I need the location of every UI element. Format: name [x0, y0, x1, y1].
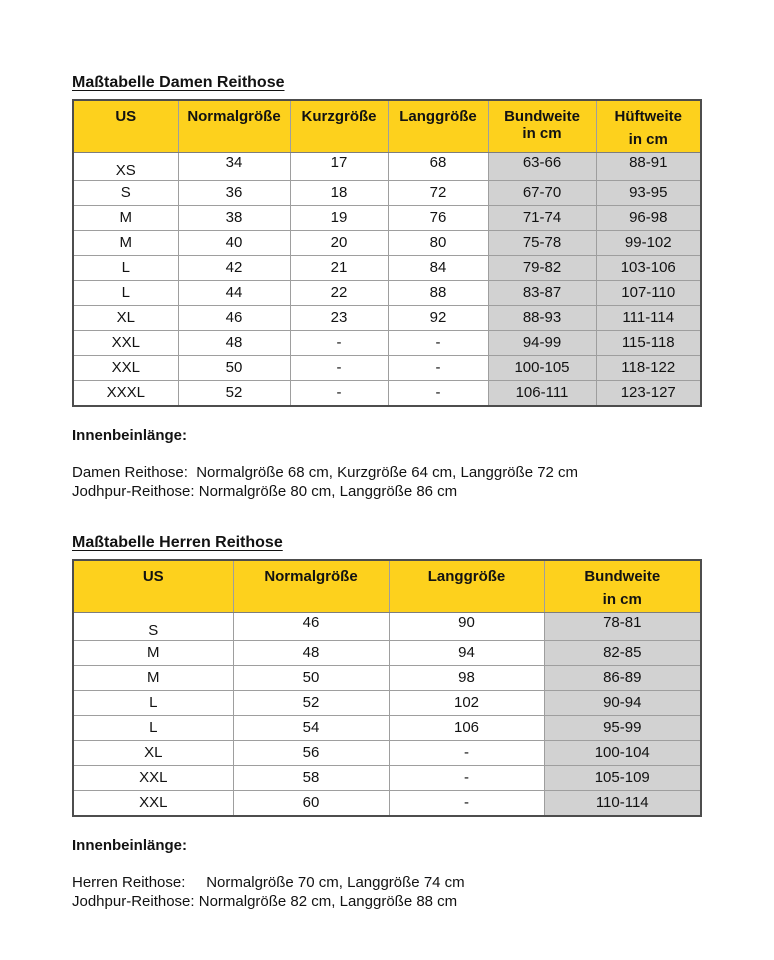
damen-jodhpur-line: Jodhpur-Reithose: Normalgröße 80 cm, Langgröße 86 cm	[72, 483, 458, 500]
cell-us: XL	[73, 306, 178, 331]
cell-langgroesse: -	[389, 741, 544, 766]
cell-normalgroesse: 36	[178, 181, 290, 206]
size-row	[73, 766, 701, 791]
cell-hueftweite: 88-91	[596, 153, 701, 181]
cell-langgroesse: -	[389, 791, 544, 817]
column-header-bundweite: Bundweite in cm	[488, 100, 596, 153]
cell-langgroesse: 88	[388, 281, 488, 306]
cell-bundweite: 88-93	[488, 306, 596, 331]
size-row	[73, 716, 701, 741]
cell-langgroesse: 84	[388, 256, 488, 281]
cell-bundweite: 82-85	[544, 641, 701, 666]
herren-innenbein-text	[72, 873, 702, 911]
cell-normalgroesse: 54	[233, 716, 389, 741]
cell-normalgroesse: 58	[233, 766, 389, 791]
cell-us: M	[73, 666, 233, 691]
cell-us: L	[73, 716, 233, 741]
cell-us: XXXL	[73, 381, 178, 407]
cell-hueftweite: 111-114	[596, 306, 701, 331]
cell-langgroesse: 68	[388, 153, 488, 181]
cell-hueftweite: 96-98	[596, 206, 701, 231]
size-row	[73, 641, 701, 666]
cell-bundweite: 79-82	[488, 256, 596, 281]
size-row	[73, 613, 701, 641]
size-row	[73, 281, 701, 306]
cell-kurzgroesse: 19	[290, 206, 388, 231]
cell-normalgroesse: 46	[233, 613, 389, 641]
column-header-langgroesse: Langgröße	[389, 560, 544, 613]
herren-section	[72, 534, 702, 911]
cell-langgroesse: 102	[389, 691, 544, 716]
cell-bundweite: 100-105	[488, 356, 596, 381]
cell-kurzgroesse: 22	[290, 281, 388, 306]
size-row	[73, 666, 701, 691]
cell-us: XS	[73, 153, 178, 181]
cell-bundweite: 78-81	[544, 613, 701, 641]
cell-bundweite: 95-99	[544, 716, 701, 741]
cell-normalgroesse: 38	[178, 206, 290, 231]
cell-langgroesse: 72	[388, 181, 488, 206]
herren-reithose-line: Herren Reithose: Normalgröße 70 cm, Langgröße 74 cm	[72, 874, 465, 891]
cell-hueftweite: 115-118	[596, 331, 701, 356]
herren-innenbein-heading: Innenbeinlänge:	[72, 837, 188, 854]
cell-langgroesse: 92	[388, 306, 488, 331]
cell-kurzgroesse: 23	[290, 306, 388, 331]
size-row	[73, 206, 701, 231]
cell-us: L	[73, 691, 233, 716]
cell-bundweite: 86-89	[544, 666, 701, 691]
cell-bundweite: 105-109	[544, 766, 701, 791]
cell-langgroesse: 80	[388, 231, 488, 256]
cell-us: M	[73, 206, 178, 231]
cell-us: XXL	[73, 356, 178, 381]
cell-normalgroesse: 52	[233, 691, 389, 716]
cell-normalgroesse: 40	[178, 231, 290, 256]
cell-hueftweite: 118-122	[596, 356, 701, 381]
size-row	[73, 306, 701, 331]
cell-bundweite: 100-104	[544, 741, 701, 766]
herren-table-title: Maßtabelle Herren Reithose	[72, 534, 283, 551]
cell-langgroesse: -	[388, 356, 488, 381]
cell-normalgroesse: 60	[233, 791, 389, 817]
size-row	[73, 331, 701, 356]
cell-normalgroesse: 56	[233, 741, 389, 766]
cell-bundweite: 75-78	[488, 231, 596, 256]
cell-kurzgroesse: 20	[290, 231, 388, 256]
damen-reithose-line: Damen Reithose: Normalgröße 68 cm, Kurzgröße 64 cm, Langgröße 72 cm	[72, 464, 579, 481]
cell-langgroesse: 94	[389, 641, 544, 666]
damen-innenbein-text	[72, 463, 702, 501]
size-row	[73, 791, 701, 817]
cell-bundweite: 63-66	[488, 153, 596, 181]
header-row	[73, 100, 701, 153]
cell-bundweite: 71-74	[488, 206, 596, 231]
size-row	[73, 741, 701, 766]
cell-bundweite: 90-94	[544, 691, 701, 716]
cell-bundweite: 67-70	[488, 181, 596, 206]
cell-kurzgroesse: 21	[290, 256, 388, 281]
size-row	[73, 256, 701, 281]
cell-normalgroesse: 46	[178, 306, 290, 331]
column-header-langgroesse: Langgröße	[388, 100, 488, 153]
column-header-kurzgroesse: Kurzgröße	[290, 100, 388, 153]
cell-normalgroesse: 50	[178, 356, 290, 381]
size-row	[73, 231, 701, 256]
size-row	[73, 381, 701, 407]
cell-hueftweite: 107-110	[596, 281, 701, 306]
cell-normalgroesse: 52	[178, 381, 290, 407]
cell-us: XXL	[73, 766, 233, 791]
cell-us: XL	[73, 741, 233, 766]
cell-us: M	[73, 231, 178, 256]
column-header-bundweite: Bundweite in cm	[544, 560, 701, 613]
cell-hueftweite: 99-102	[596, 231, 701, 256]
cell-normalgroesse: 48	[233, 641, 389, 666]
cell-us: XXL	[73, 331, 178, 356]
damen-section	[72, 74, 702, 501]
cell-langgroesse: -	[389, 766, 544, 791]
cell-normalgroesse: 42	[178, 256, 290, 281]
cell-langgroesse: 90	[389, 613, 544, 641]
cell-kurzgroesse: -	[290, 331, 388, 356]
cell-bundweite: 83-87	[488, 281, 596, 306]
cell-bundweite: 106-111	[488, 381, 596, 407]
damen-innenbein-heading: Innenbeinlänge:	[72, 427, 188, 444]
cell-normalgroesse: 34	[178, 153, 290, 181]
cell-normalgroesse: 44	[178, 281, 290, 306]
column-header-normalgroesse: Normalgröße	[233, 560, 389, 613]
cell-us: M	[73, 641, 233, 666]
cell-kurzgroesse: -	[290, 381, 388, 407]
cell-kurzgroesse: 17	[290, 153, 388, 181]
cell-us: S	[73, 613, 233, 641]
damen-size-table	[72, 99, 702, 407]
size-row	[73, 691, 701, 716]
column-header-us: US	[73, 100, 178, 153]
cell-bundweite: 110-114	[544, 791, 701, 817]
cell-langgroesse: -	[388, 331, 488, 356]
column-header-hueftweite: Hüftweite in cm	[596, 100, 701, 153]
cell-us: L	[73, 256, 178, 281]
cell-langgroesse: -	[388, 381, 488, 407]
herren-size-table	[72, 559, 702, 817]
column-header-normalgroesse: Normalgröße	[178, 100, 290, 153]
cell-langgroesse: 76	[388, 206, 488, 231]
size-row	[73, 153, 701, 181]
cell-langgroesse: 98	[389, 666, 544, 691]
herren-jodhpur-line: Jodhpur-Reithose: Normalgröße 82 cm, Langgröße 88 cm	[72, 893, 458, 910]
header-row	[73, 560, 701, 613]
cell-kurzgroesse: -	[290, 356, 388, 381]
cell-kurzgroesse: 18	[290, 181, 388, 206]
size-row	[73, 356, 701, 381]
damen-table-title: Maßtabelle Damen Reithose	[72, 74, 285, 91]
cell-hueftweite: 93-95	[596, 181, 701, 206]
size-row	[73, 181, 701, 206]
cell-us: L	[73, 281, 178, 306]
cell-normalgroesse: 50	[233, 666, 389, 691]
cell-hueftweite: 103-106	[596, 256, 701, 281]
column-header-us: US	[73, 560, 233, 613]
cell-hueftweite: 123-127	[596, 381, 701, 407]
cell-langgroesse: 106	[389, 716, 544, 741]
cell-us: S	[73, 181, 178, 206]
cell-bundweite: 94-99	[488, 331, 596, 356]
cell-normalgroesse: 48	[178, 331, 290, 356]
cell-us: XXL	[73, 791, 233, 817]
